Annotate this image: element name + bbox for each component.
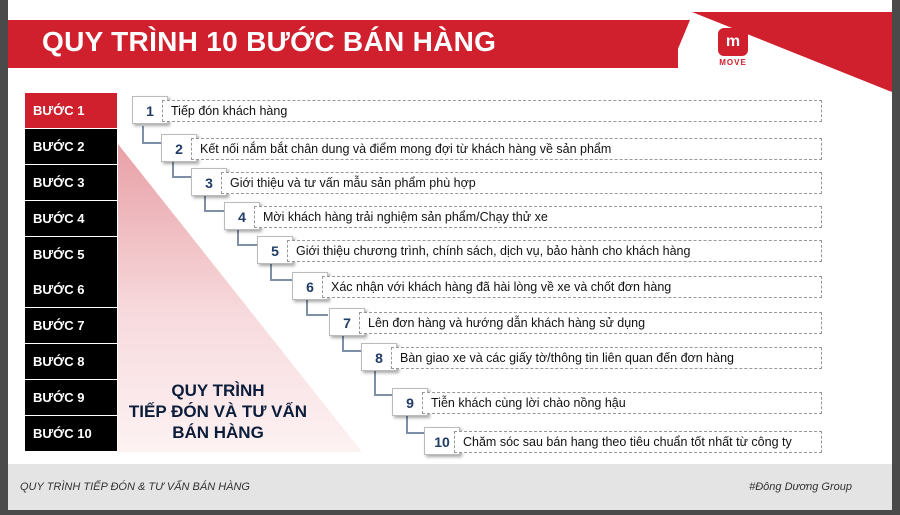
step-row-1 xyxy=(132,100,822,122)
step-text: Lên đơn hàng và hướng dẫn khách hàng sử dụng xyxy=(359,312,822,334)
step-tab-list xyxy=(25,93,117,452)
logo-text: MOVE xyxy=(719,58,747,67)
step-row-6 xyxy=(292,276,822,298)
header-band-tail xyxy=(670,20,690,68)
step-row-2 xyxy=(161,138,822,160)
step-number: 6 xyxy=(292,272,328,300)
step-number: 2 xyxy=(161,134,197,162)
step-tab-7[interactable]: BƯỚC 7 xyxy=(25,308,117,343)
step-text: Chăm sóc sau bán hang theo tiêu chuẩn tốt nhất từ công ty xyxy=(454,431,822,453)
step-row-10 xyxy=(424,431,822,453)
step-text: Bàn giao xe và các giấy tờ/thông tin liên quan đến đơn hàng xyxy=(391,347,822,369)
step-row-8 xyxy=(361,347,822,369)
step-number: 10 xyxy=(424,427,460,455)
step-text: Mời khách hàng trải nghiệm sản phẩm/Chạy thử xe xyxy=(254,206,822,228)
step-row-9 xyxy=(392,392,822,414)
step-row-4 xyxy=(224,206,822,228)
step-text: Giới thiệu và tư vấn mẫu sản phẩm phù hợp xyxy=(221,172,822,194)
step-number: 3 xyxy=(191,168,227,196)
step-tab-4[interactable]: BƯỚC 4 xyxy=(25,201,117,236)
step-text: Tiếp đón khách hàng xyxy=(162,100,822,122)
slide xyxy=(8,0,892,510)
step-number: 5 xyxy=(257,236,293,264)
move-logo xyxy=(710,28,756,67)
triangle-caption xyxy=(118,380,318,443)
step-tab-2[interactable]: BƯỚC 2 xyxy=(25,129,117,164)
step-connector xyxy=(270,263,292,281)
step-text: Xác nhận với khách hàng đã hài lòng về xe và chốt đơn hàng xyxy=(322,276,822,298)
step-tab-8[interactable]: BƯỚC 8 xyxy=(25,344,117,379)
step-tab-5[interactable]: BƯỚC 5 xyxy=(25,237,117,272)
step-row-3 xyxy=(191,172,822,194)
step-tab-10[interactable]: BƯỚC 10 xyxy=(25,416,117,451)
step-number: 7 xyxy=(329,308,365,336)
footer-hashtag: #Đông Dương Group xyxy=(749,481,852,493)
logo-mark-icon: m xyxy=(718,28,748,56)
page-title: QUY TRÌNH 10 BƯỚC BÁN HÀNG xyxy=(42,26,497,57)
step-text: Giới thiệu chương trình, chính sách, dịch vụ, bảo hành cho khách hàng xyxy=(287,240,822,262)
triangle-caption-line: TIẾP ĐÓN VÀ TƯ VẤN xyxy=(128,402,308,421)
triangle-caption-line: QUY TRÌNH xyxy=(171,381,265,400)
footer xyxy=(8,464,892,510)
step-tab-6[interactable]: BƯỚC 6 xyxy=(25,272,117,307)
step-row-5 xyxy=(257,240,822,262)
triangle-caption-line: BÁN HÀNG xyxy=(172,423,264,442)
footer-title: QUY TRÌNH TIẾP ĐÓN & TƯ VẤN BÁN HÀNG xyxy=(20,481,250,493)
step-tab-9[interactable]: BƯỚC 9 xyxy=(25,380,117,415)
step-row-7 xyxy=(329,312,822,334)
step-number: 9 xyxy=(392,388,428,416)
step-text: Tiễn khách cùng lời chào nồng hậu xyxy=(422,392,822,414)
step-tab-3[interactable]: BƯỚC 3 xyxy=(25,165,117,200)
step-tab-1[interactable]: BƯỚC 1 xyxy=(25,93,117,128)
step-number: 8 xyxy=(361,343,397,371)
step-text: Kết nối nắm bắt chân dung và điểm mong đợi từ khách hàng về sản phẩm xyxy=(191,138,822,160)
step-number: 4 xyxy=(224,202,260,230)
step-number: 1 xyxy=(132,96,168,124)
